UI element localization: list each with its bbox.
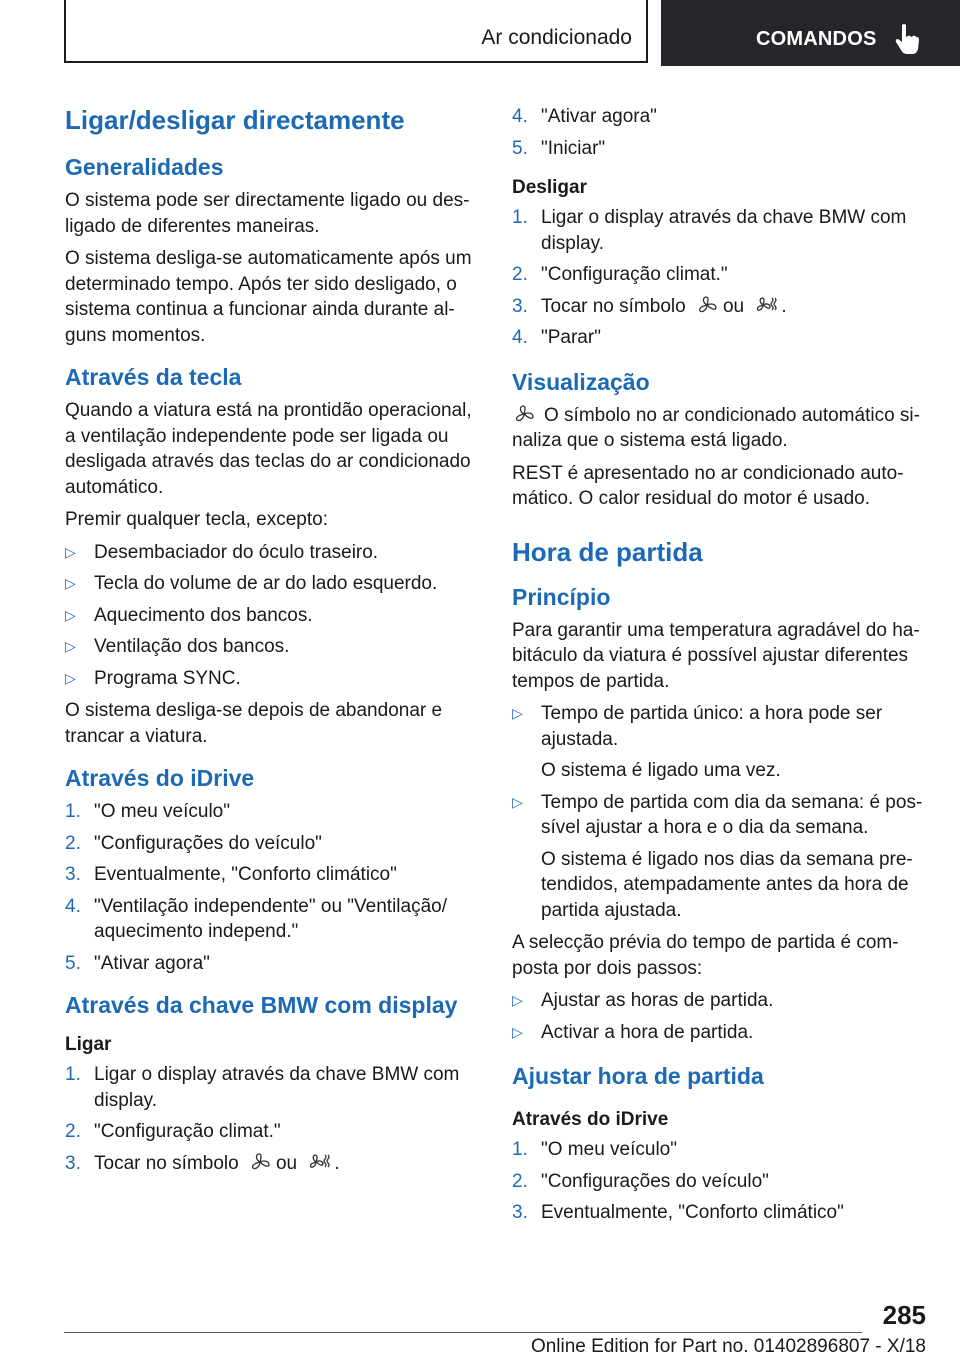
chave-steps-continued [512,104,928,161]
list-item: ▷ Tempo de partida com dia da semana: é pos-sível ajustar a hora e o dia da semana. O sistema é ligado nos dias da semana pre-tendidos, atempadamente antes da hora de partida ajustada. [512,791,923,921]
list-item: 3. Tocar no símbolo ou . [65,1152,340,1174]
list-item: 2. "Configuração climat." [65,1121,281,1142]
triangle-bullet-icon: ▷ [512,793,523,810]
fan-icon [695,295,719,315]
section-frame [64,0,648,63]
list-item: 4. "Parar" [512,327,601,348]
list-item: ▷ Tempo de partida único: a hora pode ser ajustada. O sistema é ligado uma vez. [512,703,883,781]
heading-ligar-desligar: Ligar/desligar directamente [65,105,405,135]
page-header [0,0,960,66]
list-item: 2. "Configurações do veículo" [512,1170,769,1192]
ajustar-steps [512,1137,928,1226]
idrive-steps [65,799,481,976]
list-item: ▷ Programa SYNC. [65,666,481,692]
triangle-bullet-icon: ▷ [65,669,76,686]
paragraph: O sistema pode ser directamente ligado ou des-ligado de diferentes maneiras. [65,190,470,237]
list-item: 2. "Configurações do veículo" [65,832,322,854]
triangle-bullet-icon: ▷ [65,638,76,654]
paragraph: Quando a viatura está na prontidão operacional, a ventilação independente pode ser ligada ou desligada através das teclas do ar condicionado automático. [65,400,472,498]
list-item: 3. Eventualmente, "Conforto climático" [65,864,397,885]
list-item: 5. "Iniciar" [512,137,606,159]
list-item: 1. "O meu veículo" [512,1139,677,1160]
heading-atraves-tecla: Através da tecla [65,364,242,390]
list-item: 4. "Ativar agora" [512,106,657,127]
list-item: 1. Ligar o display através da chave BMW com display. [65,1064,460,1111]
heading-visualizacao: Visualização [512,368,650,395]
paragraph: O símbolo no ar condicionado automático si-naliza que o sistema está ligado. [512,404,920,451]
paragraph: A selecção prévia do tempo de partida é com-posta por dois passos: [512,932,899,979]
subheading-ligar: Ligar [65,1034,112,1055]
heading-hora-partida: Hora de partida [512,536,703,567]
fan-heat-icon [753,295,777,315]
chapter-tab [661,0,960,66]
heading-atraves-chave: Através da chave BMW com display [65,992,458,1018]
list-item: 1. "O meu veículo" [65,801,230,822]
list-item: 3. Tocar no símbolo ou . [512,295,787,317]
left-column [65,96,481,1183]
preselection-steps-list [512,988,928,1045]
paragraph: Premir qualquer tecla, excepto: [65,509,328,530]
triangle-bullet-icon: ▷ [512,992,523,1008]
list-item: 1. Ligar o display através da chave BMW com display. [512,207,907,254]
fan-icon [512,404,536,424]
fan-icon [248,1152,272,1172]
triangle-bullet-icon: ▷ [512,1023,523,1040]
page-number: 285 [882,1300,926,1330]
list-item: 3. Eventualmente, "Conforto climático" [512,1202,844,1223]
paragraph: REST é apresentado no ar condicionado auto-mático. O calor residual do motor é usado. [512,462,904,509]
heading-generalidades: Generalidades [65,154,224,180]
section-title: Ar condicionado [481,26,632,49]
paragraph: Para garantir uma temperatura agradável do ha-bitáculo da viatura é possível ajustar diferentes tempos de partida. [512,619,920,692]
chave-steps [65,1062,481,1176]
footer-divider [64,1332,862,1333]
right-column [512,96,928,1233]
list-item: 5. "Ativar agora" [65,952,210,974]
list-item: ▷ Tecla do volume de ar do lado esquerdo. [65,571,481,597]
list-item: ▷ Ajustar as horas de partida. [512,988,928,1014]
list-item: 4. "Ventilação independente" ou "Ventilação/ aquecimento independ." [65,895,448,942]
paragraph: O sistema desliga-se depois de abandonar e trancar a viatura. [65,700,443,747]
heading-ajustar-hora: Ajustar hora de partida [512,1063,764,1089]
triangle-bullet-icon: ▷ [65,575,76,591]
heading-principio: Princípio [512,583,611,610]
list-item: ▷ Ventilação dos bancos. [65,634,481,660]
list-item: ▷ Activar a hora de partida. [512,1020,928,1046]
subheading-desligar: Desligar [512,177,587,198]
triangle-bullet-icon: ▷ [65,543,76,560]
departure-types-list [512,701,928,923]
paragraph: O sistema desliga-se automaticamente após um determinado tempo. Após ter sido desligado, o sistema continua a funcionar ainda durante al-guns momentos. [65,248,472,346]
fan-heat-icon [306,1152,330,1172]
pointing-hand-icon [893,22,921,56]
triangle-bullet-icon: ▷ [65,606,76,623]
triangle-bullet-icon: ▷ [512,705,523,721]
heading-atraves-idrive: Através do iDrive [65,765,255,791]
list-item: 2. "Configuração climat." [512,264,728,285]
exception-list [65,540,481,692]
chapter-tab-label: COMANDOS [756,28,877,50]
list-item: ▷ Desembaciador do óculo traseiro. [65,540,481,566]
list-item: ▷ Aquecimento dos bancos. [65,603,481,629]
desligar-steps [512,205,928,351]
edition-note: Online Edition for Part no. 01402896807 - X/18 [530,1336,926,1357]
subheading-atraves-idrive: Através do iDrive [512,1109,669,1130]
